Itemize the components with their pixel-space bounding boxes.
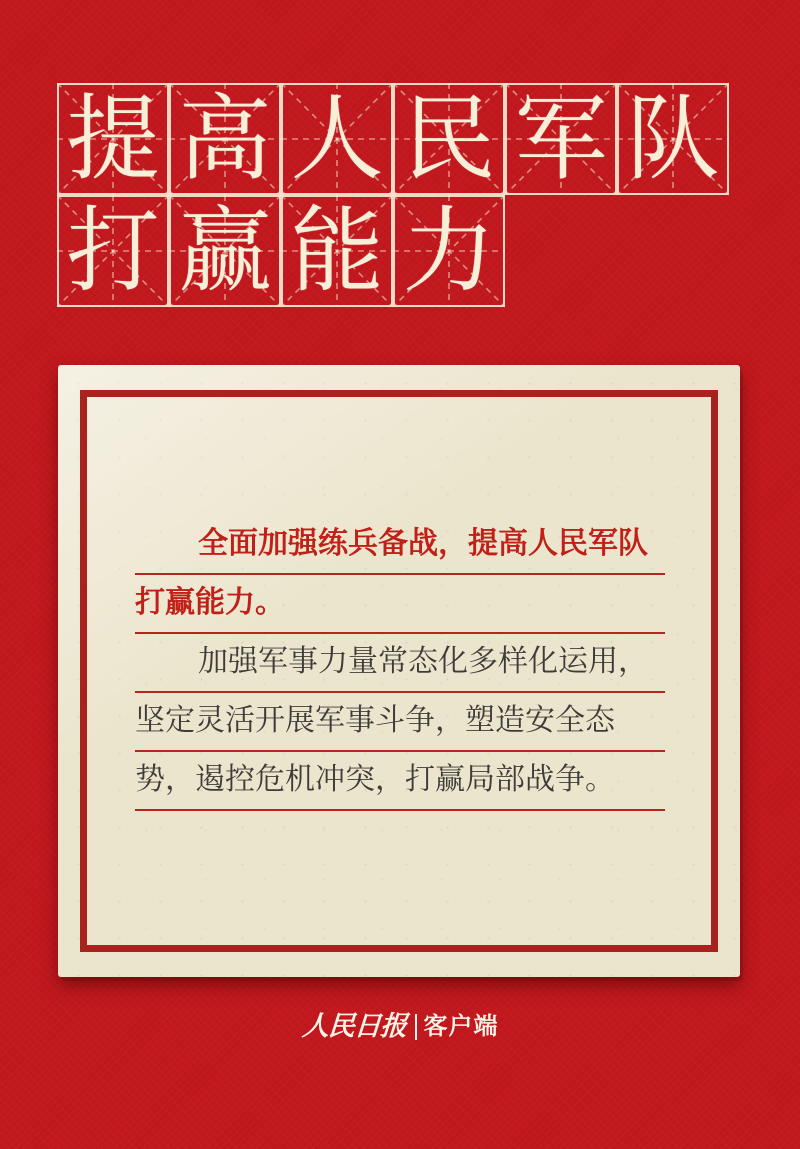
calligraphy-character: 军 [514, 85, 608, 193]
grid-cell [57, 83, 169, 195]
title-grid-row-1 [57, 83, 729, 195]
calligraphy-character: 高 [178, 85, 272, 193]
grid-cell [281, 83, 393, 195]
brand-divider [415, 1014, 417, 1040]
highlight-line: 全面加强练兵备战，提高人民军队 [135, 516, 665, 575]
grid-cell [617, 83, 729, 195]
body-line: 加强军事力量常态化多样化运用， [135, 634, 665, 693]
grid-cell [281, 195, 393, 307]
calligraphy-character: 提 [66, 85, 160, 193]
highlight-line: 打赢能力。 [135, 575, 665, 634]
grid-cell [505, 83, 617, 195]
grid-cell [169, 83, 281, 195]
body-line: 坚定灵活开展军事斗争，塑造安全态 [135, 693, 665, 752]
body-line: 势，遏控危机冲突，打赢局部战争。 [135, 752, 665, 811]
peoples-daily-masthead: 人民日报 [300, 1011, 407, 1042]
calligraphy-character: 民 [402, 85, 496, 193]
calligraphy-character: 力 [402, 197, 496, 305]
calligraphy-character: 人 [290, 85, 384, 193]
calligraphy-character: 能 [290, 197, 384, 305]
calligraphy-character: 打 [66, 197, 160, 305]
title-grid-row-2 [57, 195, 505, 307]
brand-logo [0, 1007, 800, 1047]
quote-card [58, 365, 740, 977]
app-client-label: 客户端 [423, 1013, 499, 1040]
grid-cell [393, 195, 505, 307]
grid-cell [393, 83, 505, 195]
grid-cell [57, 195, 169, 307]
grid-cell [169, 195, 281, 307]
quote-text [135, 516, 665, 811]
calligraphy-character: 队 [626, 85, 720, 193]
calligraphy-character: 赢 [178, 197, 272, 305]
